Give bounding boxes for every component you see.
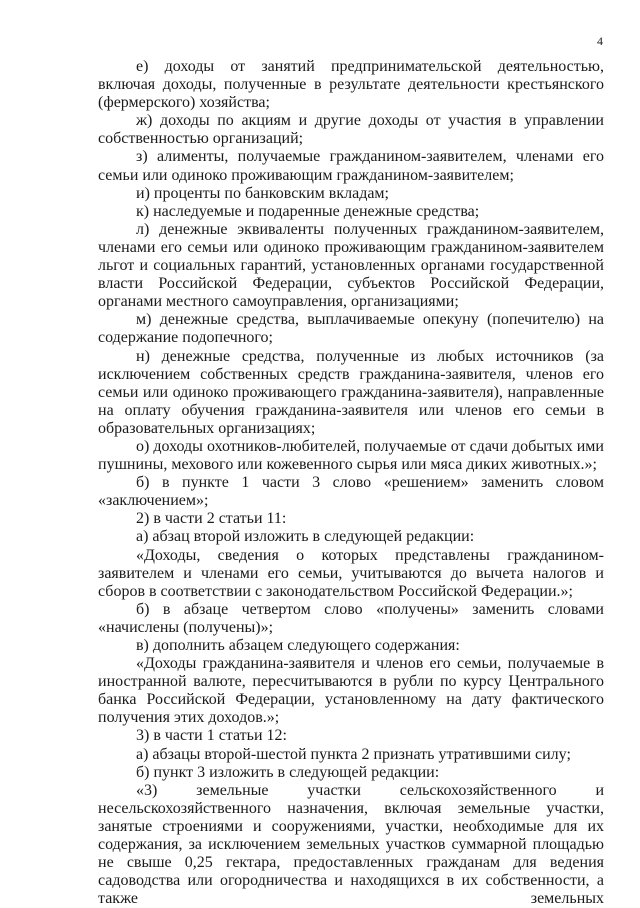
- paragraph-b-fourth-clause: б) в абзаце четвертом слово «получены» заменить словами «начислены (получены)»;: [98, 600, 604, 636]
- paragraph-3-article-12: 3) в части 1 статьи 12:: [136, 727, 287, 745]
- paragraph-a-second-clause: а) абзац второй изложить в следующей редакции:: [136, 528, 475, 546]
- paragraph-o-hunter-income: о) доходы охотников-любителей, получаемые от сдачи добытых ими пушнины, мехового или кожевенного сырья или мяса диких животных.»;: [98, 437, 604, 474]
- paragraph-2-article-11: 2) в части 2 статьи 11:: [136, 510, 287, 528]
- paragraph-zh-share-income: ж) доходы по акциям и другие доходы от участия в управлении собственностью организаций;: [98, 112, 604, 148]
- paragraph-z-alimony: з) алименты, получаемые гражданином-заявителем, членами его семьи или одиноко проживающим гражданином-заявителем;: [98, 148, 604, 184]
- paragraph-quoted-income-info: «Доходы, сведения о которых представлены гражданином-заявителем и членами его семьи, учитываются до вычета налогов и сборов в соответствии с законодательством Российской Федерации.»;: [98, 546, 604, 600]
- paragraph-v-add-clause: в) дополнить абзацем следующего содержания:: [136, 637, 460, 654]
- paragraph-l-benefit-equivalents: л) денежные эквиваленты полученных гражданином-заявителем, членами его семьи или одиноко проживающим гражданином-заявителем льгот и социальных гарантий, установленных органами государственной власти Российской Федерации, субъектов Российской Федерации, органами местного самоуправления, организациями;: [98, 220, 604, 311]
- paragraph-a-repeal-clauses: а) абзацы второй-шестой пункта 2 признать утратившими силу;: [136, 745, 571, 763]
- paragraph-m-guardian-funds: м) денежные средства, выплачиваемые опекуну (попечителю) на содержание подопечного;: [98, 311, 604, 347]
- page-number: 4: [597, 34, 603, 48]
- paragraph-i-bank-interest: и) проценты по банковским вкладам;: [136, 184, 389, 202]
- paragraph-b-point-3: б) пункт 3 изложить в следующей редакции:: [136, 763, 440, 781]
- paragraph-e-business-income: е) доходы от занятий предпринимательской деятельностью, включая доходы, полученные в результате деятельности крестьянского (фермерского) хозяйства;: [98, 58, 604, 112]
- paragraph-b-replace-word: б) в пункте 1 части 3 слово «решением» заменить словом «заключением»;: [98, 474, 604, 510]
- document-body: [98, 58, 604, 908]
- paragraph-quoted-land-plots: «3) земельные участки сельскохозяйственного и несельскохозяйственного назначения, включая земельные участки, занятые строениями и сооружениями, участки, необходимые для их содержания, за исключением земельных участков суммарной площадью не свыше 0,25 гектара, предоставленных гражданам для ведения садоводства или огородничества и находящихся в их собственности, а также земельных: [98, 781, 604, 908]
- paragraph-quoted-foreign-currency: «Доходы гражданина-заявителя и членов его семьи, получаемые в иностранной валюте, пересчитываются в рубли по курсу Центрального банка Российской Федерации, установленному на дату фактического получения этих доходов.»;: [98, 655, 604, 727]
- paragraph-k-inherited-funds: к) наследуемые и подаренные денежные средства;: [136, 202, 480, 220]
- paragraph-n-education-funds: н) денежные средства, полученные из любых источников (за исключением собственных средств гражданина-заявителя, членов его семьи или одиноко проживающего гражданина-заявителя), направленные на оплату обучения гражданина-заявителя или членов его семьи в образовательных организациях;: [98, 347, 604, 437]
